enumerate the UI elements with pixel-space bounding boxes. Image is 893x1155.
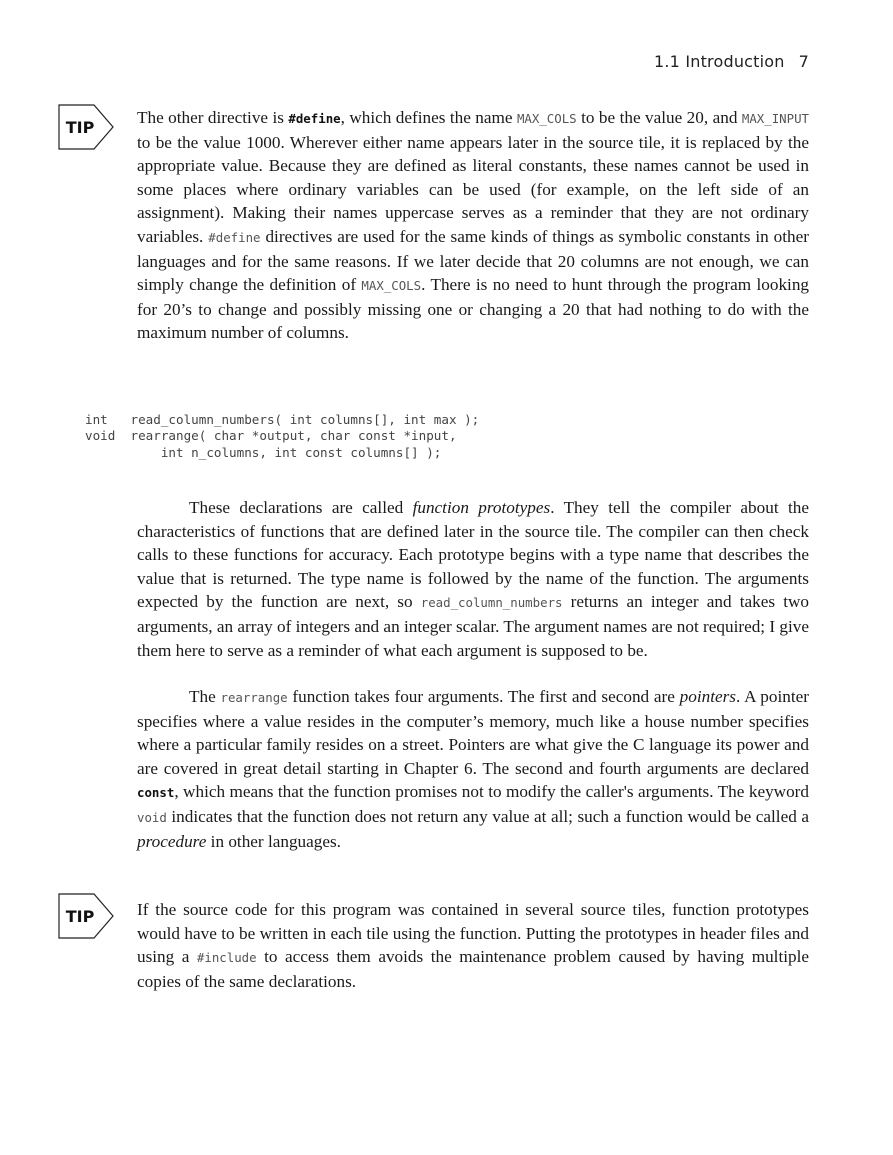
code-const: const [137,785,175,801]
code-max-cols: MAX_COLS [361,278,422,294]
tip-marker [58,104,114,150]
page-number: 7 [798,52,809,71]
code-max-input: MAX_INPUT [741,111,809,126]
tip-arrow-icon [58,104,114,150]
code-line: int read_column_numbers( int columns[], int max ); [85,412,480,427]
code-define-bold: #define [288,111,341,126]
code-define: #define [208,229,261,245]
tip-label: TIP [65,907,95,926]
code-include: #include [196,950,257,966]
term-function-prototypes: function prototypes [412,498,551,517]
paragraph-rearrange: The rearrange function takes four arguments. The first and second are pointers. A pointer specifies where a value resides in the computer’s memory, much like a house number specifies where a particular family resides on a street. Pointers are what give the C language its power and are covered in great detail starting in Chapter 6. The second and fourth arguments are declared const, which means that the function promises not to modify the caller's arguments. The keyword void indicates that the function does not return any value at all; such a function would be called a procedure in other languages. [137,687,809,851]
code-void: void [137,809,167,825]
paragraph-prototypes: These declarations are called function prototypes. They tell the compiler about the characteristics of functions that are defined later in the source tile. The compiler can then check calls to these functions for accuracy. Each prototype begins with a type name that describes the value that is returned. The type name is followed by the name of the function. The arguments expected by the function are next, so read_column_numbers returns an integer and takes two arguments, an array of integers and an integer scalar. The argument names are not required; I give them here to serve as a reminder of what each argument is supposed to be. [137,498,809,660]
paragraph-define: The other directive is #define, which defines the name MAX_COLS to be the value 20, and MAX_INPUT to be the value 1000. Wherever either name appears later in the source tile, it is replaced by the appropriate value. Because they are defined as literal constants, these names cannot be used in some places where ordinary variables can be used (for example, on the left side of an assignment). Making their names uppercase serves as a reminder that they are not ordinary variables. #define directives are used for the same kinds of things as symbolic constants in other languages and for the same reasons. If we later decide that 20 columns are not enough, we can simply change the definition of MAX_COLS. There is no need to hunt through the program looking for 20’s to change and possibly missing one or changing a 20 that had nothing to do with the maximum number of columns. [137,108,810,343]
section-title: 1.1 Introduction [653,52,785,71]
term-procedure: procedure [137,831,207,851]
paragraph-header-files: If the source code for this program was contained in several source tiles, function prototypes would have to be written in each tile using the function. Putting the prototypes in header files and using a #include to access them avoids the maintenance problem caused by having multiple copies of the same declarations. [137,900,809,991]
code-line: int n_columns, int const columns[] ); [85,444,442,460]
code-rearrange: rearrange [220,690,288,705]
code-block [85,412,479,461]
tip-arrow-icon [58,893,114,939]
tip-marker [58,893,114,939]
tip-label: TIP [65,118,95,137]
code-max-cols: MAX_COLS [516,111,577,126]
code-line: void rearrange( char *output, char const *input, [85,428,457,444]
code-read-column-numbers: read_column_numbers [420,595,563,611]
running-header [654,52,809,71]
term-pointers: pointers [679,687,736,706]
